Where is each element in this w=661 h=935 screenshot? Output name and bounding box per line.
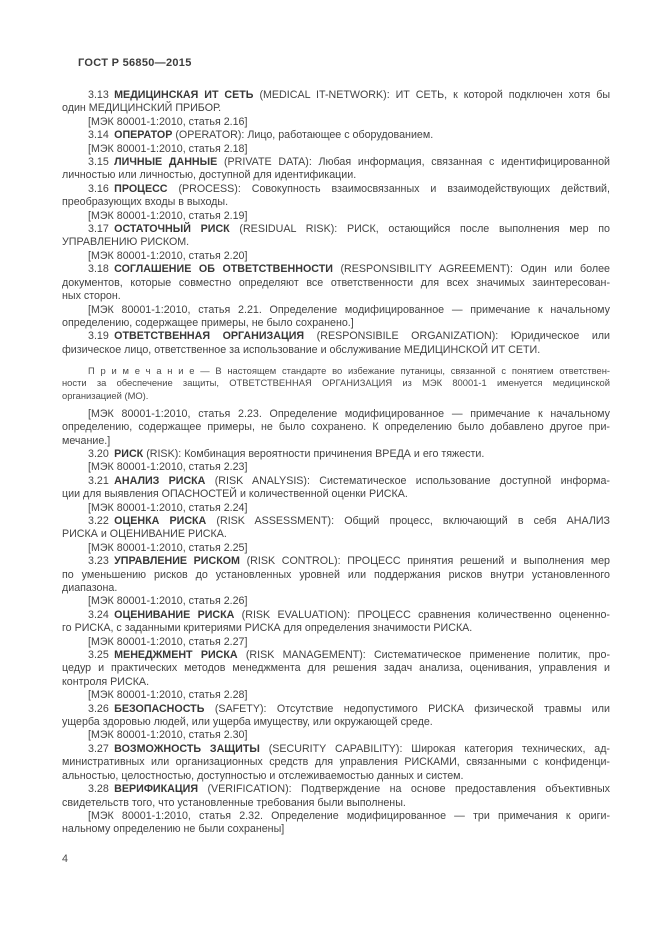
text-segment: [МЭК 80001-1:2010, статья 2.16]	[88, 115, 248, 128]
text-segment: 3.26	[88, 702, 115, 715]
text-segment: 3.14	[88, 129, 115, 142]
paragraph	[62, 595, 610, 608]
text-segment: (RESIDUAL RISK): РИСК, остающийся после выполнения мер по	[229, 223, 610, 236]
paragraph	[62, 330, 610, 357]
text-line	[62, 649, 610, 662]
text-segment: (RISK): Комбинация вероятности причинения ВРЕДА и его тяжести.	[143, 447, 485, 460]
text-segment: [МЭК 80001-1:2010, статья 2.23]	[88, 461, 248, 474]
text-line	[62, 542, 610, 555]
text-line	[62, 528, 610, 541]
page-number: 4	[62, 852, 68, 865]
text-segment: личностью или личностью, доступной для идентификации.	[62, 169, 357, 182]
paragraph	[62, 729, 610, 742]
term-name: УПРАВЛЕНИЕ РИСКОМ	[114, 555, 240, 568]
text-line	[62, 143, 610, 156]
paragraph	[62, 515, 610, 542]
text-segment: (PROCESS): Совокупность взаимосвязанных и взаимодействующих действий,	[167, 182, 610, 195]
text-line	[62, 595, 610, 608]
text-line	[62, 716, 610, 729]
term-name: ОТВЕТСТВЕННАЯ ОРГАНИЗАЦИЯ	[114, 330, 305, 343]
text-segment: [МЭК 80001-1:2010, статья 2.24]	[88, 501, 248, 514]
text-line	[62, 263, 610, 276]
text-segment: (RISK CONTROL): ПРОЦЕСС принятия решений и выполнения мер	[239, 555, 610, 568]
text-segment: (MEDICAL IT-NETWORK): ИТ СЕТЬ, к которой подключен хотя бы	[253, 89, 610, 101]
paragraph	[62, 810, 610, 837]
paragraph	[62, 555, 610, 595]
text-segment: по уменьшению рисков до установленных уровней или поддержания рисков внутри установленного	[62, 568, 610, 581]
text-line	[62, 236, 610, 249]
document-body	[62, 89, 610, 837]
paragraph	[62, 250, 610, 263]
text-segment: [МЭК 80001-1:2010, статья 2.26]	[88, 595, 248, 608]
text-segment: 3.21	[88, 474, 115, 487]
text-segment: 3.22	[88, 514, 115, 527]
text-line	[62, 770, 610, 783]
text-segment: 3.28	[88, 783, 115, 796]
text-line	[62, 783, 610, 796]
text-line	[62, 689, 610, 702]
term-name: ВЕРИФИКАЦИЯ	[114, 783, 199, 796]
text-segment: альностью, целостностью, доступностью и отслеживаемостью данных и систем.	[62, 769, 464, 782]
text-line	[62, 475, 610, 488]
paragraph	[62, 116, 610, 129]
text-segment: [МЭК 80001-1:2010, статья 2.19]	[88, 209, 248, 222]
text-segment: 3.13	[88, 89, 115, 101]
text-segment: РИСКА и ОЦЕНИВАНИЕ РИСКА.	[62, 528, 227, 541]
paragraph	[62, 156, 610, 183]
text-segment: определению, содержащее примеры, не было сохранено.]	[62, 316, 354, 329]
paragraph	[62, 408, 610, 448]
text-segment: [МЭК 80001-1:2010, статья 2.32. Определение модифицированное — три примечания к ориги-	[88, 809, 610, 822]
text-segment: преобразующих входы в выходы.	[62, 196, 229, 209]
text-segment: 3.15	[88, 156, 115, 169]
text-segment: [МЭК 80001-1:2010, статья 2.30]	[88, 729, 248, 742]
term-name: ОЦЕНИВАНИЕ РИСКА	[114, 608, 235, 621]
text-segment: [МЭК 80001-1:2010, статья 2.20]	[88, 249, 248, 262]
text-segment: физическое лицо, ответственное за использование и обслуживание МЕДИЦИНСКОЙ ИТ СЕТИ.	[62, 343, 541, 356]
text-segment: (SECURITY CAPABILITY): Широкая категория технических, ад-	[259, 742, 610, 755]
page-header: ГОСТ Р 56850—2015	[78, 57, 192, 69]
text-segment: (RISK ASSESSMENT): Общий процесс, включающий в себя АНАЛИЗ	[206, 514, 610, 527]
text-line	[62, 183, 610, 196]
text-line	[62, 488, 610, 501]
text-line	[62, 636, 610, 649]
text-segment: (OPERATOR): Лицо, работающее с оборудованием.	[172, 129, 434, 142]
paragraph	[62, 636, 610, 649]
term-name: ЛИЧНЫЕ ДАННЫЕ	[114, 156, 218, 169]
text-segment: [МЭК 80001-1:2010, статья 2.28]	[88, 689, 248, 702]
term-name: МЕНЕДЖМЕНТ РИСКА	[114, 649, 238, 662]
term-name: МЕДИЦИНСКАЯ ИТ СЕТЬ	[114, 89, 254, 101]
text-segment: ущерба здоровью людей, или ущерба имуществу, или окружающей среде.	[62, 716, 433, 729]
text-line	[62, 408, 610, 421]
text-line	[62, 304, 610, 317]
paragraph	[62, 475, 610, 502]
text-line	[62, 502, 610, 515]
term-name: ОПЕРАТОР	[114, 129, 173, 142]
text-segment: 3.25	[88, 649, 115, 662]
note-paragraph	[62, 365, 610, 402]
text-segment: 3.16	[88, 182, 115, 195]
text-line	[62, 169, 610, 182]
text-line	[62, 676, 610, 689]
text-line	[62, 196, 610, 209]
text-line	[62, 156, 610, 169]
text-segment: организацией (МО).	[62, 389, 149, 401]
paragraph	[62, 263, 610, 303]
term-name: ПРОЦЕСС	[114, 182, 168, 195]
text-line	[62, 569, 610, 582]
text-segment: (VERIFICATION): Подтверждение на основе предоставления объективных	[198, 783, 610, 796]
text-line	[62, 515, 610, 528]
paragraph	[62, 210, 610, 223]
text-segment: диапазона.	[62, 582, 118, 595]
text-line	[62, 743, 610, 756]
text-segment: 3.17	[88, 223, 115, 236]
text-line	[62, 797, 610, 810]
text-segment: свидетельств того, что установленные требования были выполнены.	[62, 796, 406, 809]
text-line	[62, 662, 610, 675]
text-line	[62, 330, 610, 343]
text-segment: (PRIVATE DATA): Любая информация, связанная с идентифицированной	[217, 156, 610, 169]
text-segment: мечание.]	[62, 434, 111, 447]
text-line	[62, 223, 610, 236]
text-line	[62, 461, 610, 474]
text-segment: (RISK MANAGEMENT): Систематическое применение политик, про-	[237, 649, 611, 662]
paragraph	[62, 461, 610, 474]
text-line	[62, 390, 610, 402]
text-segment: контроля РИСКА.	[62, 675, 150, 688]
paragraph	[62, 783, 610, 810]
text-segment: ности за обеспечение защиты, ОТВЕТСТВЕННАЯ ОРГАНИЗАЦИЯ из МЭК 80001-1 именуется медицинской	[62, 377, 610, 389]
paragraph	[62, 689, 610, 702]
paragraph	[62, 129, 610, 142]
text-line	[62, 116, 610, 129]
text-line	[62, 344, 610, 357]
text-segment: УПРАВЛЕНИЮ РИСКОМ.	[62, 236, 190, 249]
text-segment: документов, которые совместно определяют все ответственности для всех значимых заинтересован-	[62, 276, 610, 289]
text-segment: го РИСКА, с заданными критериями РИСКА для определения значимости РИСКА.	[62, 622, 473, 635]
text-line	[62, 703, 610, 716]
term-name: СОГЛАШЕНИЕ ОБ ОТВЕТСТВЕННОСТИ	[114, 263, 333, 276]
term-name: ОСТАТОЧНЫЙ РИСК	[114, 223, 230, 236]
text-segment: П р и м е ч а н и е — В настоящем стандарте во избежание путаницы, связанной с понятием ответствен-	[88, 365, 610, 377]
text-line	[62, 102, 610, 115]
term-name: ВОЗМОЖНОСТЬ ЗАЩИТЫ	[114, 742, 260, 755]
text-segment: 3.23	[88, 555, 115, 568]
paragraph	[62, 502, 610, 515]
paragraph	[62, 542, 610, 555]
text-line	[62, 435, 610, 448]
paragraph	[62, 304, 610, 331]
text-segment: 3.24	[88, 608, 115, 621]
text-line	[62, 210, 610, 223]
term-name: БЕЗОПАСНОСТЬ	[114, 702, 205, 715]
text-line	[62, 290, 610, 303]
paragraph	[62, 448, 610, 461]
text-line	[62, 250, 610, 263]
text-line	[62, 622, 610, 635]
text-line	[62, 89, 610, 102]
paragraph	[62, 143, 610, 156]
text-segment: [МЭК 80001-1:2010, статья 2.23. Определение модифицированное — примечание к начальному	[88, 407, 610, 420]
text-segment: 3.20	[88, 447, 115, 460]
term-name: АНАЛИЗ РИСКА	[114, 474, 206, 487]
text-segment: [МЭК 80001-1:2010, статья 2.27]	[88, 635, 248, 648]
text-segment: 3.18	[88, 263, 115, 276]
text-segment: 3.19	[88, 330, 115, 343]
text-segment: определению, содержащее примеры, не было сохранено. К определению было добавлено другое при-	[62, 421, 610, 434]
text-segment: ных сторон.	[62, 290, 121, 303]
text-line	[62, 555, 610, 568]
paragraph	[62, 743, 610, 783]
text-line	[62, 421, 610, 434]
paragraph	[62, 89, 610, 116]
text-segment: (RISK ANALYSIS): Систематическое использование доступной информа-	[205, 474, 610, 487]
text-line	[62, 448, 610, 461]
paragraph	[62, 223, 610, 250]
paragraph	[62, 703, 610, 730]
text-segment: [МЭК 80001-1:2010, статья 2.21. Определение модифицированное — примечание к начальному	[88, 303, 610, 316]
text-line	[62, 129, 610, 142]
text-line	[62, 810, 610, 823]
text-segment: [МЭК 80001-1:2010, статья 2.25]	[88, 541, 248, 554]
text-line	[62, 729, 610, 742]
text-segment: (SAFETY): Отсутствие недопустимого РИСКА физической травмы или	[204, 702, 610, 715]
text-line	[62, 377, 610, 389]
paragraph	[62, 609, 610, 636]
text-segment: 3.27	[88, 742, 115, 755]
text-segment: ции для выявления ОПАСНОСТЕЙ и количественной оценки РИСКА.	[62, 488, 408, 501]
text-line	[62, 365, 610, 377]
text-segment: цедур и практических методов менеджмента для решения задач анализа, оценивания, управления и	[62, 662, 610, 675]
text-line	[62, 823, 610, 836]
text-segment: (RESPONSIBILE ORGANIZATION): Юридическое или	[304, 330, 610, 343]
paragraph	[62, 649, 610, 689]
text-segment: [МЭК 80001-1:2010, статья 2.18]	[88, 142, 248, 155]
text-line	[62, 756, 610, 769]
text-segment: (RISK EVALUATION): ПРОЦЕСС сравнения количественно оцененно-	[234, 608, 610, 621]
text-line	[62, 277, 610, 290]
term-name: РИСК	[114, 447, 144, 460]
text-line	[62, 609, 610, 622]
text-segment: один МЕДИЦИНСКИЙ ПРИБОР.	[62, 102, 222, 115]
text-segment: министративных или организационных средств для управления РИСКАМИ, связанными с конфиденци-	[62, 756, 610, 769]
text-segment: нальному определению не были сохранены]	[62, 823, 285, 836]
text-segment: (RESPONSIBILITY AGREEMENT): Один или более	[332, 263, 610, 276]
paragraph	[62, 183, 610, 210]
term-name: ОЦЕНКА РИСКА	[114, 514, 207, 527]
text-line	[62, 317, 610, 330]
text-line	[62, 582, 610, 595]
